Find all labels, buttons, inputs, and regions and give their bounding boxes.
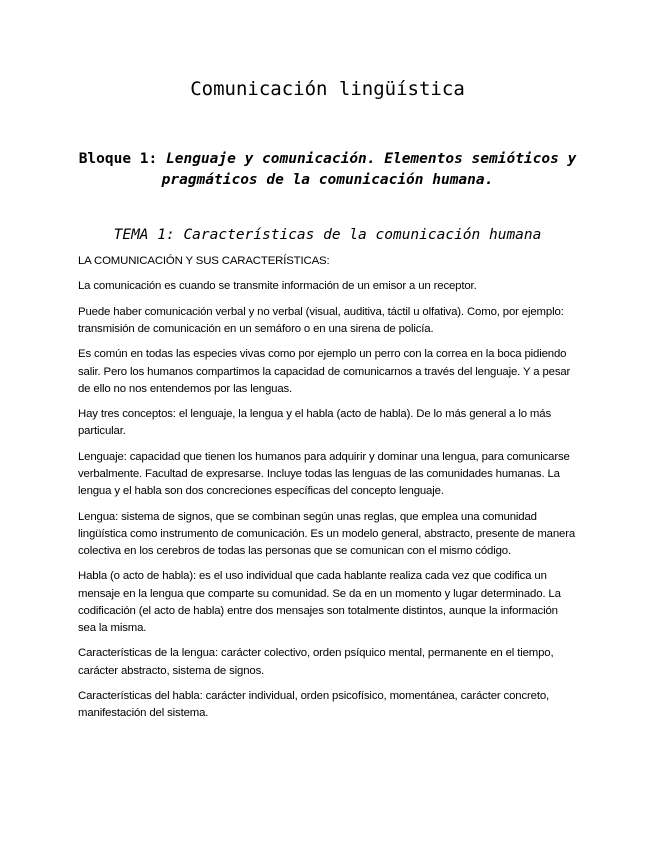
paragraph-habla-characteristics: Características del habla: carácter individual, orden psicofísico, momentánea, carácter concreto, manifestación del sistema. xyxy=(78,689,550,720)
paragraph-species: Es común en todas las especies vivas como por ejemplo un perro con la correa en la boca pidiendo salir. Pero los humanos compartimos la capacidad de comunicarnos a través del lenguaje. Y a pesar de ello no nos entendemos por las lenguas. xyxy=(78,348,571,395)
paragraph-verbal-nonverbal: Puede haber comunicación verbal y no verbal (visual, auditiva, táctil u olfativa). Como, por ejemplo: transmisión de comunicación en un semáforo o en una sirena de policía. xyxy=(78,305,564,335)
section-heading-paragraph: LA COMUNICACIÓN Y SUS CARACTERÍSTICAS: xyxy=(78,255,330,267)
block-title: Lenguaje y comunicación. Elementos semióticos y pragmáticos de la comunicación humana. xyxy=(161,151,577,188)
paragraph-lengua: Lengua: sistema de signos, que se combinan según unas reglas, que emplea una comunidad lingüística como instrumento de comunicación. Es un modelo general, abstracto, presente de manera colectiva en los cerebros de todas las personas que se comunican con el mismo código. xyxy=(78,510,576,557)
paragraph-lenguaje: Lenguaje: capacidad que tienen los humanos para adquirir y dominar una lengua, para comunicarse verbalmente. Facultad de expresarse. Incluye todas las lenguas de las comunidades humanas. La lengua y el habla son dos concreciones específicas del concepto lenguaje. xyxy=(78,450,570,498)
block-heading xyxy=(78,149,577,191)
theme-heading: TEMA 1: Características de la comunicación humana xyxy=(113,227,542,243)
document-body xyxy=(78,253,577,731)
paragraph-definition: La comunicación es cuando se transmite información de un emisor a un receptor. xyxy=(78,280,477,293)
document-title: Comunicación lingüística xyxy=(190,78,465,100)
paragraph-habla: Habla (o acto de habla): es el uso individual que cada hablante realiza cada vez que codifica un mensaje en la lengua que comparte su comunidad. Se da en un momento y lugar determinado. La codificación (el acto de habla) entre dos mensajes son totalmente distintos, aunque la información sea la misma. xyxy=(78,570,561,634)
paragraph-lengua-characteristics: Características de la lengua: carácter colectivo, orden psíquico mental, permanente en el tiempo, carácter abstracto, sistema de signos. xyxy=(78,647,554,677)
block-label: Bloque 1: xyxy=(78,151,158,167)
paragraph-three-concepts: Hay tres conceptos: el lenguaje, la lengua y el habla (acto de habla). De lo más general a lo más particular. xyxy=(78,408,552,438)
